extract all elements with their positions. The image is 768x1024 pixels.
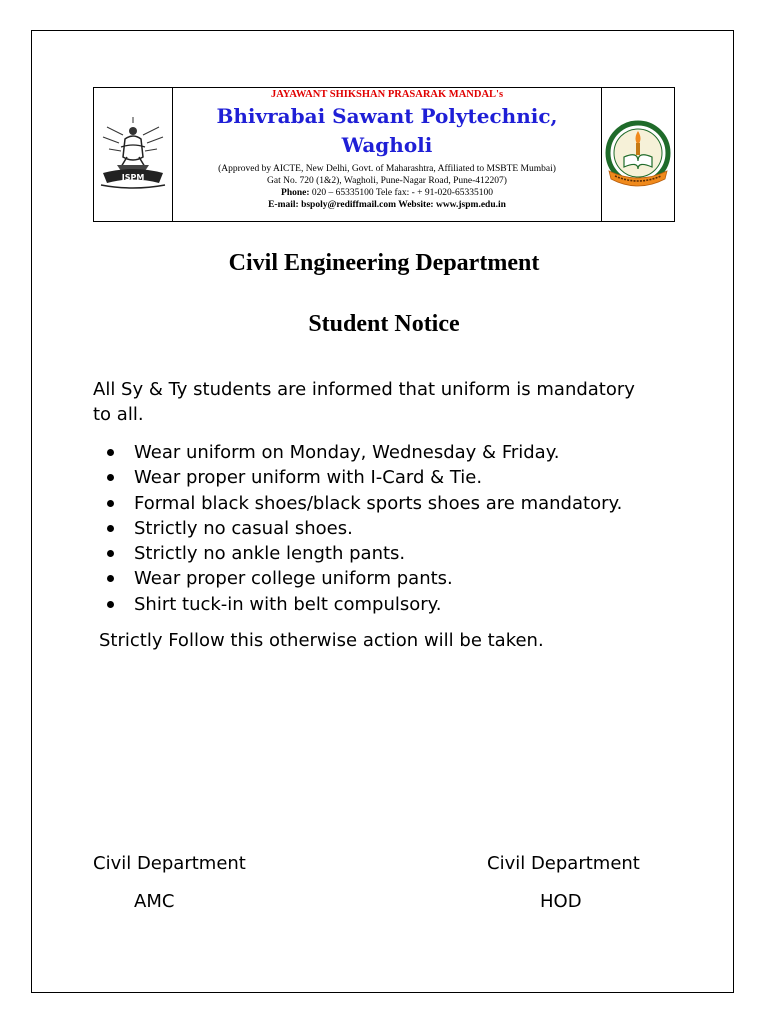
bullet-icon — [107, 601, 114, 608]
institute-name-line1: Bhivrabai Sawant Polytechnic, — [216, 104, 558, 128]
list-item — [93, 516, 622, 541]
phone-label: Phone: — [281, 188, 310, 198]
rule-text: Strictly no ankle length pants. — [134, 543, 406, 565]
list-item — [93, 491, 622, 516]
svg-text:JSPM: JSPM — [121, 172, 145, 182]
polytechnic-seal-icon — [605, 113, 671, 197]
email-website: E-mail: bspoly@rediffmail.com Website: www.jspm.edu.in — [268, 200, 506, 210]
uniform-rules-list — [93, 440, 622, 617]
right-signature-role: HOD — [540, 891, 582, 912]
bullet-icon — [107, 550, 114, 557]
list-item — [93, 440, 622, 465]
rule-text: Strictly no casual shoes. — [134, 517, 353, 539]
letterhead-text — [173, 88, 601, 221]
address-line: Gat No. 720 (1&2), Wagholi, Pune-Nagar Road, Pune-412207) — [267, 176, 507, 186]
jspm-logo-icon — [97, 113, 169, 197]
intro-line-1: All Sy & Ty students are informed that uniform is mandatory — [93, 379, 635, 400]
right-signature-dept: Civil Department — [487, 853, 640, 874]
notice-intro — [93, 377, 683, 427]
approval-line: (Approved by AICTE, New Delhi, Govt. of Maharashtra, Affiliated to MSBTE Mumbai) — [218, 164, 556, 174]
closing-warning: Strictly Follow this otherwise action will be taken. — [99, 630, 544, 651]
bullet-icon — [107, 575, 114, 582]
bullet-icon — [107, 500, 114, 507]
left-signature-dept: Civil Department — [93, 853, 246, 874]
bullet-icon — [107, 449, 114, 456]
list-item — [93, 541, 622, 566]
left-signature-role: AMC — [134, 891, 175, 912]
letterhead — [93, 87, 675, 222]
email-website-line — [173, 199, 601, 211]
rule-text: Wear proper college uniform pants. — [134, 568, 453, 590]
rule-text: Formal black shoes/black sports shoes are mandatory. — [134, 492, 623, 514]
rule-text: Wear uniform on Monday, Wednesday & Friday. — [134, 442, 560, 463]
left-logo-cell — [94, 88, 173, 221]
bullet-icon — [107, 474, 114, 481]
list-item — [93, 592, 622, 617]
rule-text: Shirt tuck-in with belt compulsory. — [134, 593, 442, 615]
list-item — [93, 465, 622, 490]
rule-text: Wear proper uniform with I-Card & Tie. — [134, 467, 483, 489]
notice-heading: Student Notice — [308, 311, 460, 337]
list-item — [93, 566, 622, 591]
phone-text: 020 – 65335100 Tele fax: - + 91-020-65335100 — [309, 188, 493, 198]
trust-name: JAYAWANT SHIKSHAN PRASARAK MANDAL's — [270, 89, 504, 100]
department-heading: Civil Engineering Department — [228, 250, 540, 276]
institute-name-line2: Wagholi — [341, 133, 433, 157]
phone-line — [173, 187, 601, 199]
bullet-icon — [107, 525, 114, 532]
intro-line-2: to all. — [93, 404, 144, 425]
right-logo-cell — [601, 88, 674, 221]
